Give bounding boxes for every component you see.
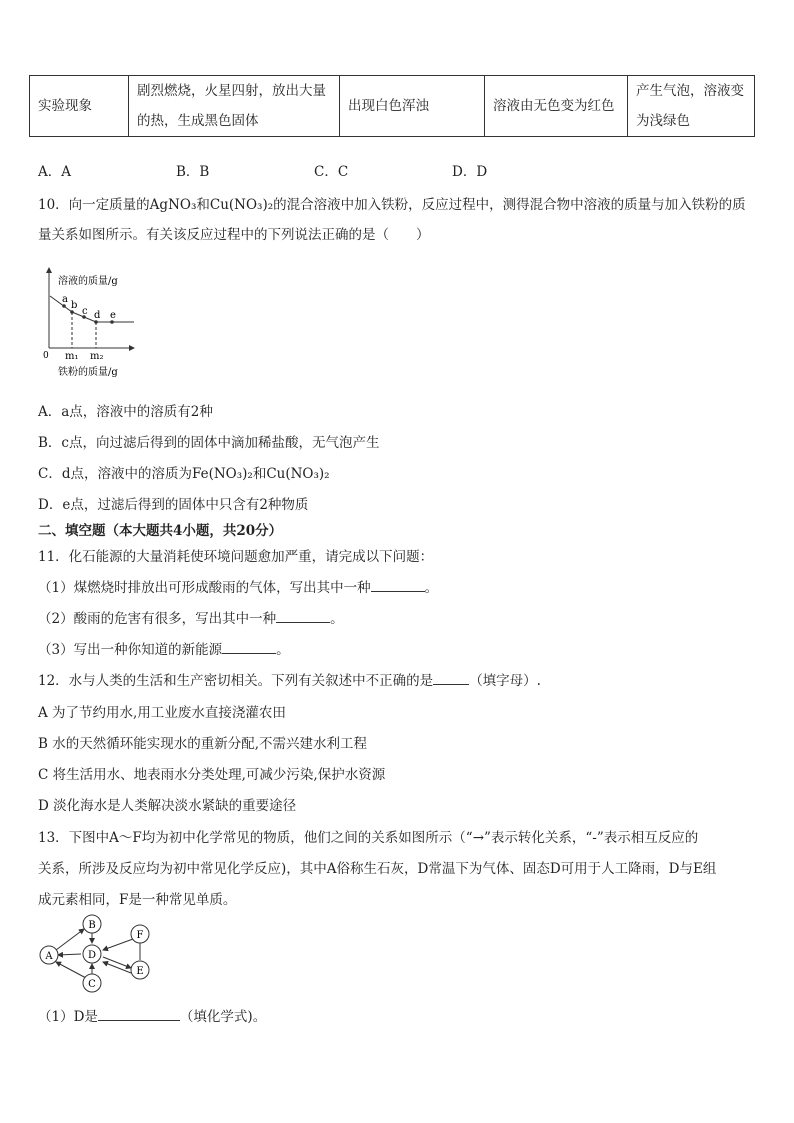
node-f (131, 925, 149, 943)
q11-part3-blank[interactable] (222, 640, 276, 654)
edge-e-d (103, 962, 131, 973)
edge-d-a (58, 954, 81, 955)
tick-m2: m₂ (90, 351, 104, 362)
node-c (83, 974, 101, 992)
svg-text:D: D (87, 950, 97, 961)
q12-option-b: B 水的天然循环能实现水的重新分配,不需兴建水利工程 (38, 736, 368, 752)
table-cell: 剧烈燃烧，火星四射，放出大量的热，生成黑色固体 (129, 76, 340, 137)
edge-f-d (103, 939, 133, 950)
q9-option-b: B．B (176, 164, 210, 180)
q12-stem (38, 669, 541, 689)
experiment-table (29, 75, 755, 137)
q10-graph (38, 262, 148, 382)
graph-ylabel: 溶液的质量/g (58, 276, 118, 287)
svg-text:A: A (45, 951, 53, 962)
q11-part1-blank[interactable] (371, 578, 425, 592)
q9-option-c: C．C (314, 164, 349, 180)
q11-part2-end: 。 (330, 611, 344, 627)
q11-part3-text: （3）写出一种你知道的新能源 (38, 642, 223, 658)
q12-option-a: A 为了节约用水,用工业废水直接浇灌农田 (38, 705, 286, 721)
node-a (40, 946, 58, 964)
tick-m1: m₁ (65, 351, 79, 362)
svg-text:B: B (88, 920, 96, 931)
table-cell: 溶液由无色变为红色 (485, 76, 628, 137)
q11-part1 (38, 576, 438, 596)
q10-stem-line1: 10．向一定质量的AgNO₃和Cu(NO₃)₂的混合溶液中加入铁粉，反应过程中，测得混合物中溶液的质量与加入铁粉的质 (38, 197, 746, 213)
q11-part1-end: 。 (424, 580, 439, 596)
graph-xlabel: 铁粉的质量/g (58, 367, 118, 378)
table-cell: 产生气泡，溶液变为浅绿色 (628, 76, 755, 137)
q11-part1-text: （1）煤燃烧时排放出可形成酸雨的气体，写出其中一种 (38, 580, 371, 596)
q11-part2 (38, 607, 344, 627)
label-a: a (62, 294, 68, 305)
node-d (83, 945, 101, 963)
q13-line2: 关系，所涉及反应均为初中常见化学反应)，其中A俗称生石灰，D常温下为气体、固态D可用于人工降雨，D与E组 (38, 861, 717, 877)
q12-option-c: C 将生活用水、地表雨水分类处理,可减少污染,保护水资源 (38, 767, 386, 783)
q10-option-c: C．d点，溶液中的溶质为Fe(NO₃)₂和Cu(NO₃)₂ (38, 466, 330, 482)
q11-part3-end: 。 (276, 642, 290, 658)
edge-d-e (103, 957, 131, 968)
q11-part2-text: （2）酸雨的危害有很多，写出其中一种 (38, 611, 277, 627)
q12-stem-end: （填字母）. (469, 673, 541, 689)
q13-diagram (34, 912, 164, 996)
section-title: 二、填空题（本大题共4小题，共20分） (38, 523, 283, 539)
label-d: d (94, 310, 101, 321)
q13-line1: 13．下图中A～F均为初中化学常见的物质，他们之间的关系如图所示（“→”表示转化关系，“-”表示相互反应的 (38, 830, 699, 846)
edge-a-b (56, 929, 84, 950)
q13-part1-blank[interactable] (98, 1007, 180, 1021)
q10-stem-line2: 量关系如图所示。有关该反应过程中的下列说法正确的是（ ） (38, 227, 430, 243)
q12-option-d: D 淡化海水是人类解决淡水紧缺的重要途径 (38, 798, 297, 814)
q12-stem-text: 12．水与人类的生活和生产密切相关。下列有关叙述中不正确的是 (38, 673, 434, 689)
label-e: e (110, 310, 116, 321)
label-b: b (71, 300, 78, 311)
table-row-label: 实验现象 (30, 76, 129, 137)
svg-text:C: C (88, 979, 96, 990)
svg-text:F: F (136, 930, 144, 941)
q13-line3: 成元素相同，F是一种常见单质。 (38, 892, 237, 908)
q11-part2-blank[interactable] (276, 609, 330, 623)
table-row (30, 76, 755, 137)
q10-option-b: B．c点，向过滤后得到的固体中滴加稀盐酸，无气泡产生 (38, 435, 380, 451)
q13-part1-end: （填化学式)。 (179, 1009, 267, 1025)
q10-option-d: D．e点，过滤后得到的固体中只含有2种物质 (38, 497, 309, 513)
q12-blank[interactable] (433, 671, 469, 685)
q11-part3 (38, 638, 290, 658)
edge-c-a (56, 962, 86, 978)
node-b (83, 915, 101, 933)
node-e (131, 961, 149, 979)
q13-part1 (38, 1005, 266, 1025)
q9-option-d: D．D (452, 164, 488, 180)
q13-part1-text: （1）D是 (38, 1009, 98, 1025)
table-cell: 出现白色浑浊 (340, 76, 485, 137)
svg-text:E: E (136, 966, 144, 977)
q11-stem: 11．化石能源的大量消耗使环境问题愈加严重，请完成以下问题： (38, 549, 434, 565)
q9-option-a: A．A (38, 164, 71, 180)
graph-origin: 0 (43, 351, 49, 361)
label-c: c (82, 306, 88, 317)
q10-option-a: A．a点，溶液中的溶质有2种 (38, 404, 213, 420)
